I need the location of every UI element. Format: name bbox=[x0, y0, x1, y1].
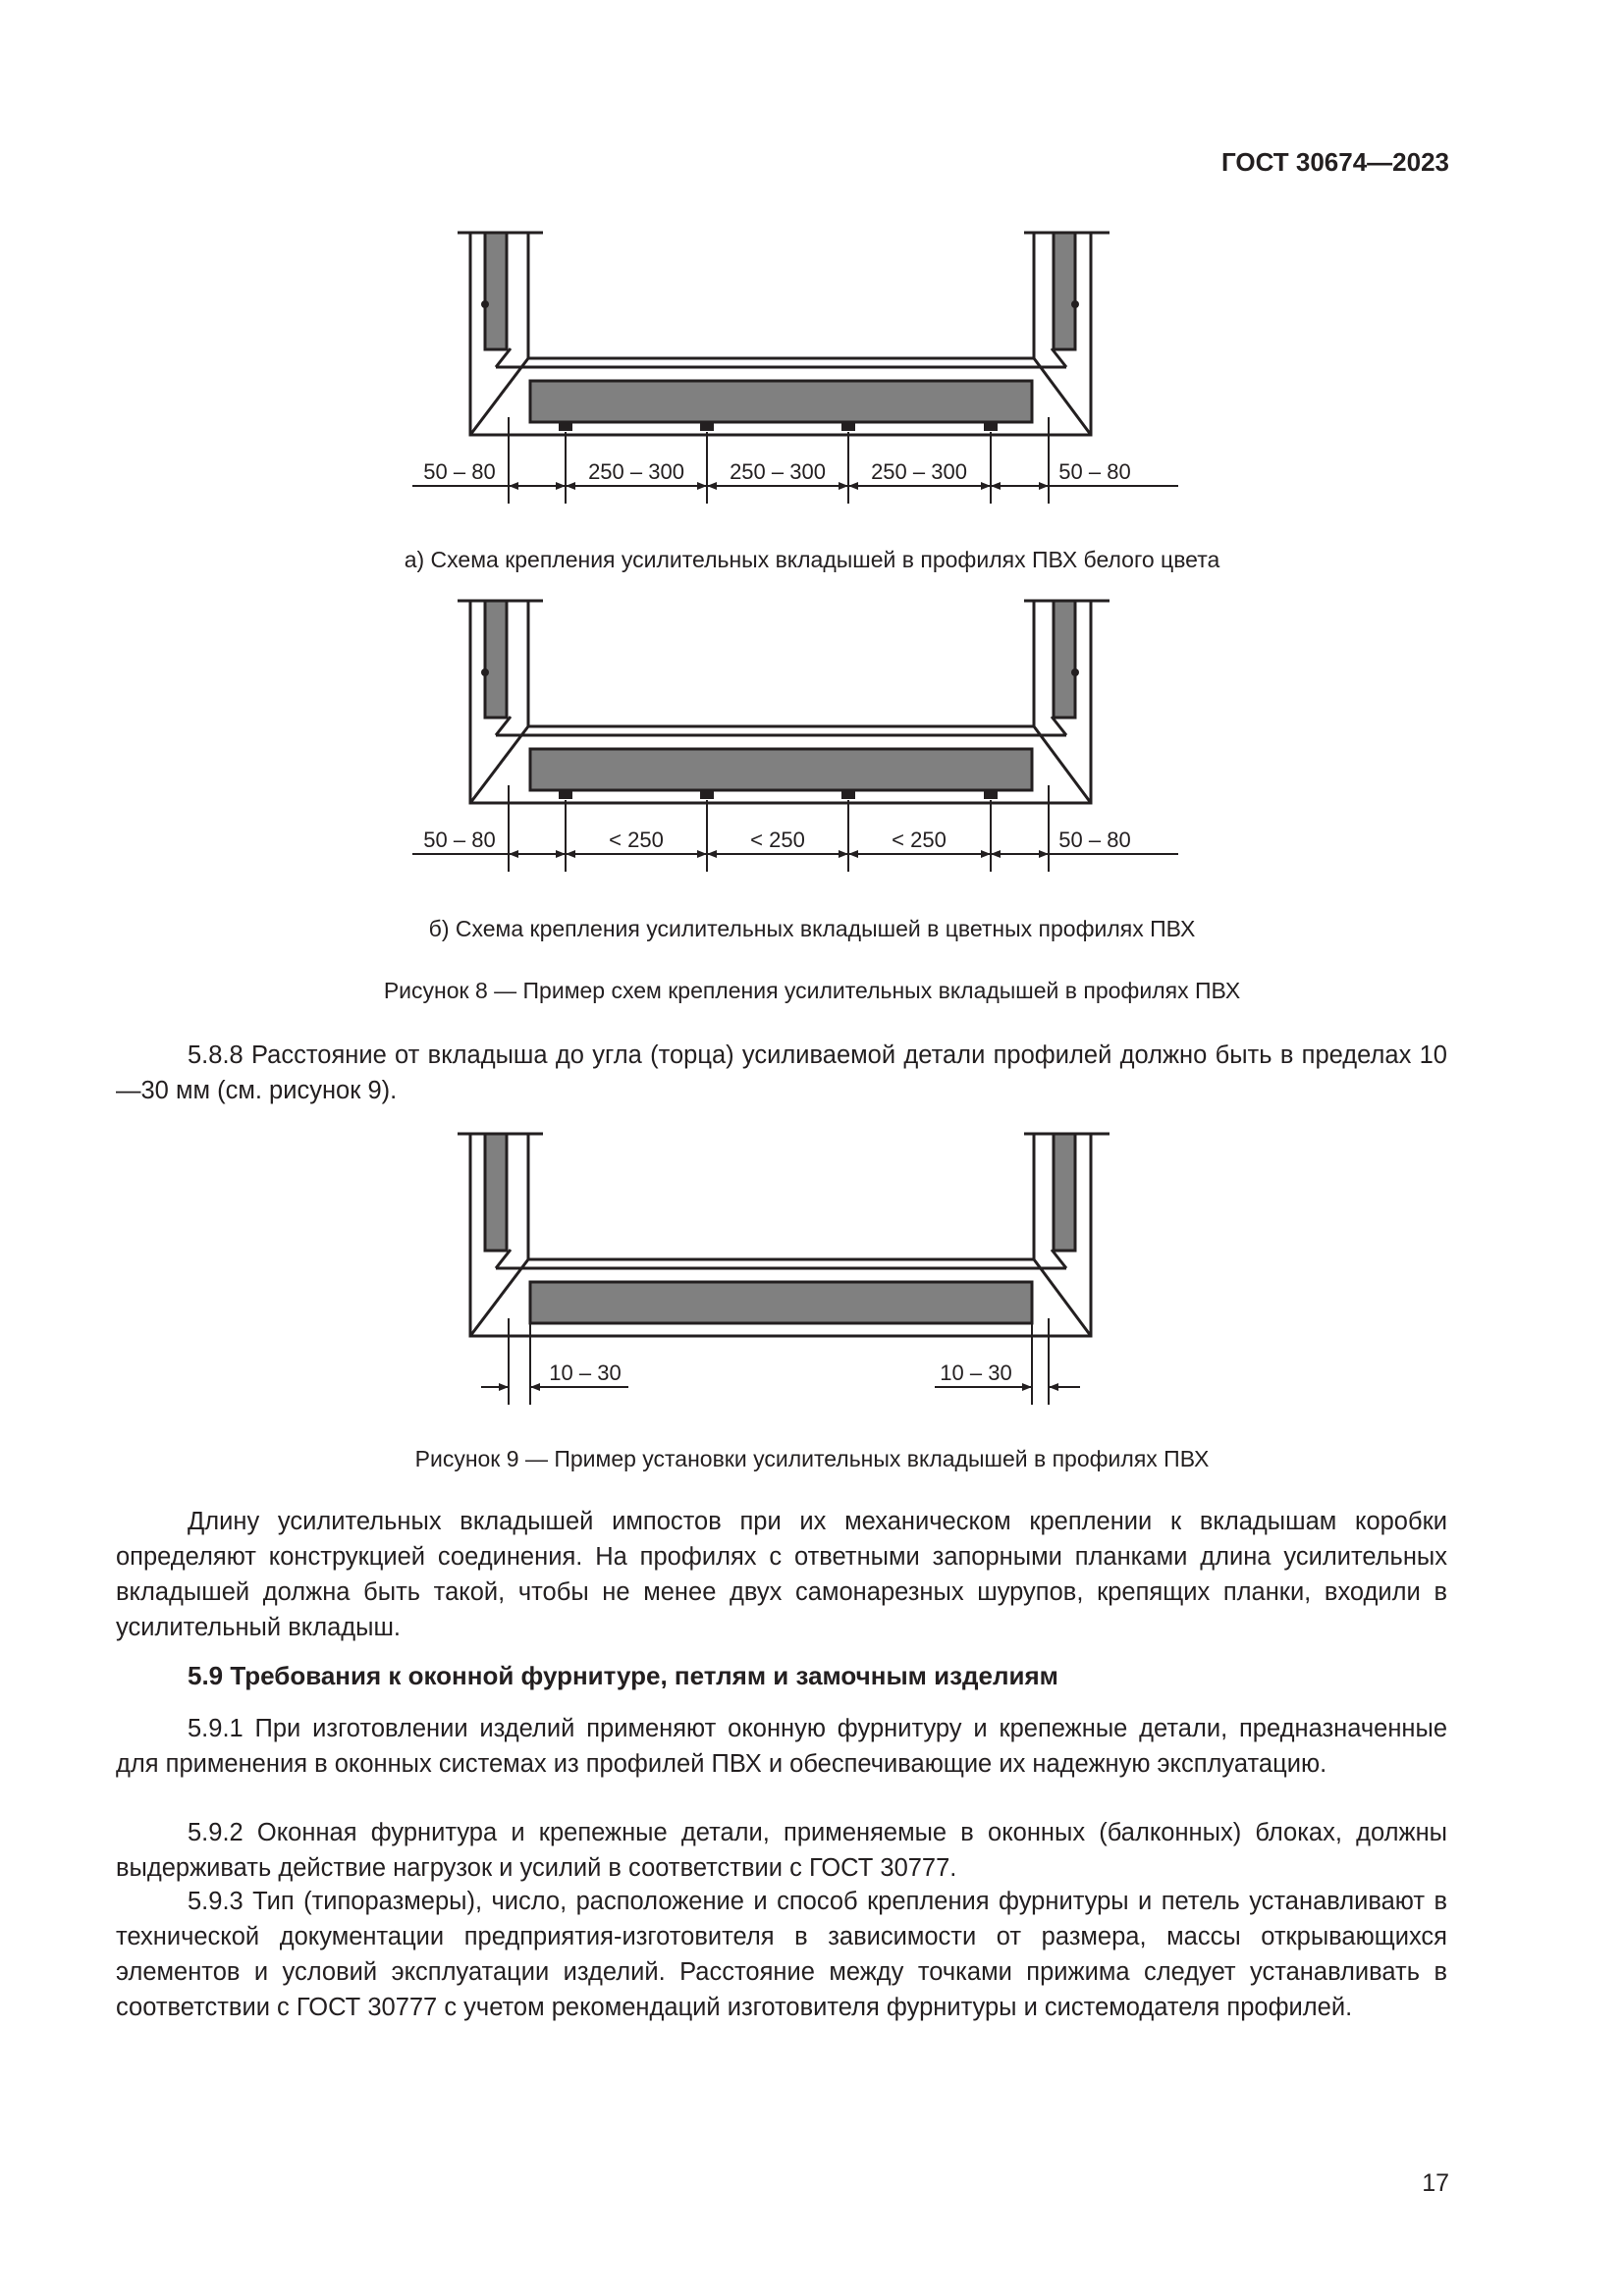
figure-9-diagram bbox=[412, 1127, 1178, 1412]
dim-label: 50 – 80 bbox=[1058, 828, 1131, 852]
page-number: 17 bbox=[1422, 2169, 1449, 2197]
figure-8a-diagram bbox=[412, 226, 1178, 510]
dim-label: 50 – 80 bbox=[423, 459, 496, 484]
figure-9-caption: Рисунок 9 — Пример установки усилительных вкладышей в профилях ПВХ bbox=[414, 1446, 1210, 1471]
figure-8b-diagram bbox=[412, 594, 1178, 879]
dim-label: 50 – 80 bbox=[1058, 459, 1131, 484]
paragraph-5-9-2: 5.9.2 Оконная фурнитура и крепежные детали, применяемые в оконных (балконных) блоках, должны выдерживать действие нагрузок и усилий в соответствии с ГОСТ 30777. bbox=[116, 1819, 1447, 1882]
dim-label: < 250 bbox=[750, 828, 805, 852]
document-number: ГОСТ 30674—2023 bbox=[1221, 147, 1449, 177]
dim-label: 50 – 80 bbox=[423, 828, 496, 852]
dim-label: 250 – 300 bbox=[730, 459, 826, 484]
dim-label: 250 – 300 bbox=[871, 459, 967, 484]
paragraph-5-8-8: 5.8.8 Расстояние от вкладыша до угла (торца) усиливаемой детали профилей должно быть в пределах 10—30 мм (см. рисунок 9). bbox=[116, 1041, 1447, 1104]
paragraph-insert-length: Длину усилительных вкладышей импостов при их механическом креплении к вкладышам коробки определяют конструкцией соединения. На профилях с ответными запорными планками длина усилительных вкладышей должна быть такой, чтобы не менее двух самонарезных шурупов, крепящих планки, входили в усилительный вкладыш. bbox=[116, 1508, 1447, 1641]
dim-label: 10 – 30 bbox=[549, 1361, 622, 1385]
dim-label: < 250 bbox=[892, 828, 947, 852]
dim-label: < 250 bbox=[609, 828, 664, 852]
figure-8b-caption: б) Схема крепления усилительных вкладышей в цветных профилях ПВХ bbox=[428, 916, 1196, 941]
figure-8a-caption: а) Схема крепления усилительных вкладышей в профилях ПВХ белого цвета bbox=[404, 547, 1220, 572]
section-5-9-heading: 5.9 Требования к оконной фурнитуре, петлям и замочным изделиям bbox=[188, 1661, 1058, 1690]
figure-8-caption: Рисунок 8 — Пример схем крепления усилительных вкладышей в профилях ПВХ bbox=[383, 978, 1241, 1003]
dim-label: 10 – 30 bbox=[940, 1361, 1012, 1385]
paragraph-5-9-1: 5.9.1 При изготовлении изделий применяют оконную фурнитуру и крепежные детали, предназначенные для применения в оконных системах из профилей ПВХ и обеспечивающие их надежную эксплуатацию. bbox=[116, 1715, 1447, 1778]
dim-label: 250 – 300 bbox=[588, 459, 684, 484]
paragraph-5-9-3: 5.9.3 Тип (типоразмеры), число, расположение и способ крепления фурнитуры и петель устанавливают в технической документации предприятия-изготовителя в зависимости от размера, массы открывающихся элементов и условий эксплуатации изделий. Расстояние между точками прижима следует устанавливать в соответствии с ГОСТ 30777 с учетом рекомендаций изготовителя фурнитуры и системодателя профилей. bbox=[116, 1888, 1447, 2021]
